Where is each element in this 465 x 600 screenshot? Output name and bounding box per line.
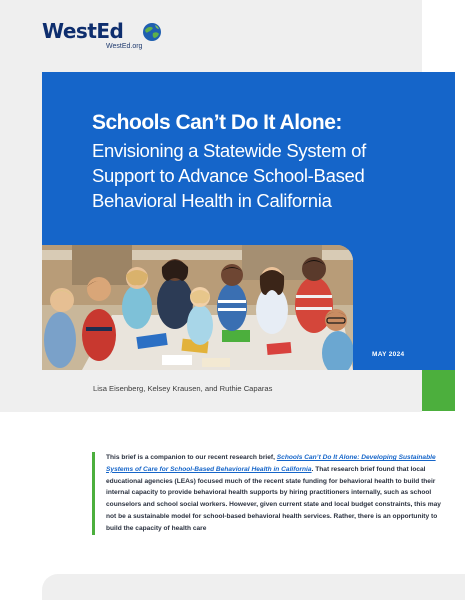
- bottom-panel: [42, 574, 465, 600]
- title-subtitle: Envisioning a Statewide System of Support to Advance School-Based Behavioral Health in California: [92, 140, 366, 211]
- intro-text-before: This brief is a companion to our recent research brief,: [106, 454, 277, 461]
- publication-date: MAY 2024: [372, 351, 405, 358]
- logo-url: WestEd.org: [106, 43, 143, 50]
- wested-logo: [42, 20, 172, 56]
- intro-text-after: . That research brief found that local educational agencies (LEAs) focused much of the recent state funding for behavioral health to build their internal capacity to provide behavioral health supports by hiring practitioners internally, such as school counselors and school social workers. However, given current state and local budget constraints, this may not be a sustainable model for school-based behavioral health services. Rather, there is an opportunity to build the capacity of health care: [106, 465, 441, 532]
- title-main: Schools Can’t Do It Alone:: [92, 111, 342, 134]
- globe-icon: [142, 22, 162, 42]
- accent-tab: [422, 370, 455, 411]
- classroom-photo: [42, 245, 353, 370]
- logo-wordmark: WestEd: [42, 19, 124, 43]
- author-list: Lisa Eisenberg, Kelsey Krausen, and Ruthie Caparas: [93, 384, 273, 393]
- research-brief-link[interactable]: Schools Can’t Do It Alone: Developing Sustainable Systems of Care for School-Based Behavioral Health in California: [106, 454, 436, 473]
- report-title: [92, 110, 432, 213]
- intro-paragraph: [92, 452, 441, 535]
